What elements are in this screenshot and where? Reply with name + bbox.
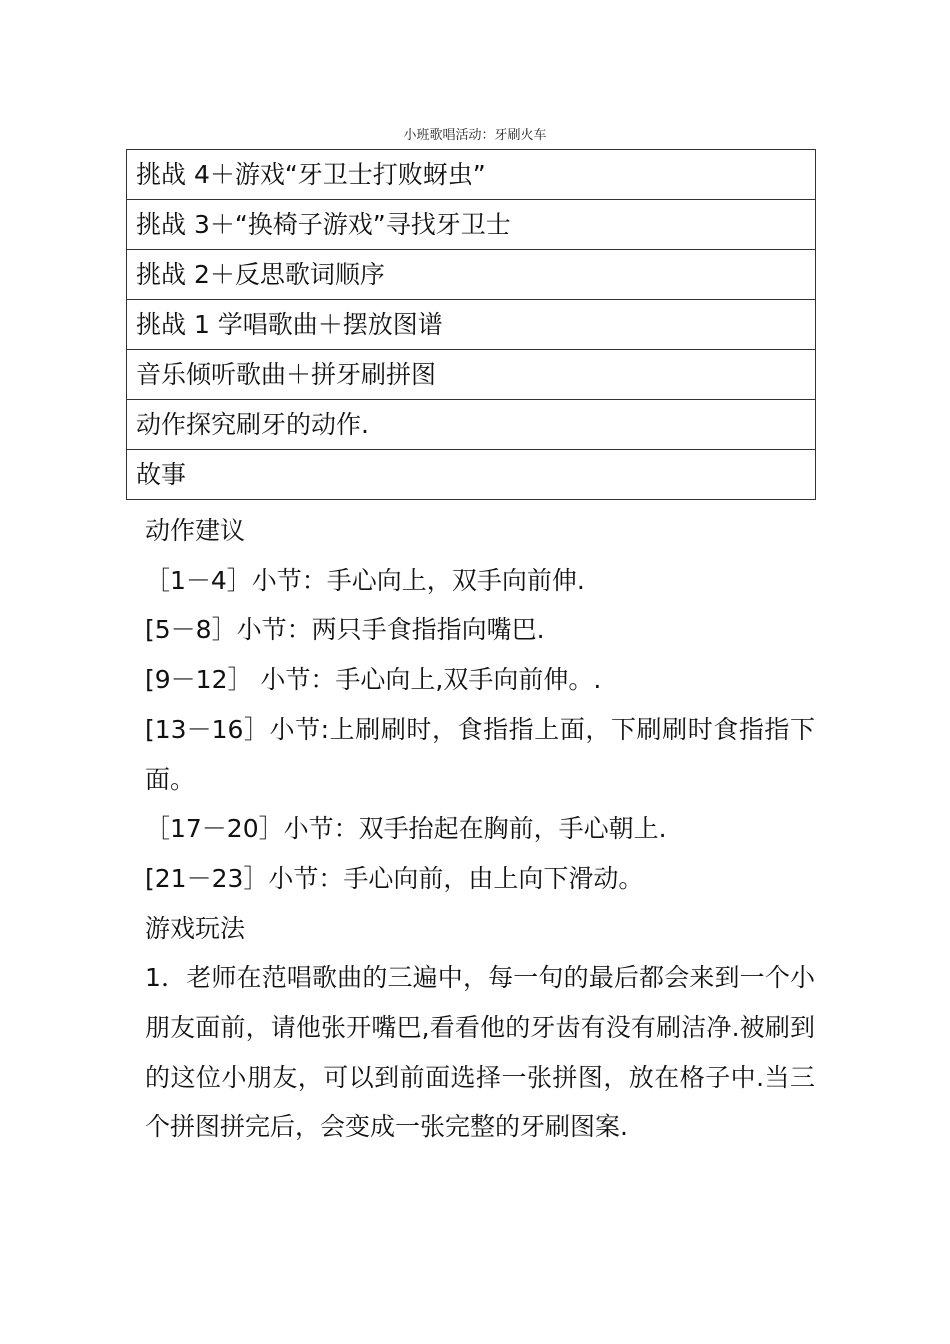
table-cell: 挑战 1 学唱歌曲＋摆放图谱 — [127, 300, 816, 350]
table-cell: 音乐倾听歌曲＋拼牙刷拼图 — [127, 350, 816, 400]
table-row — [127, 200, 816, 250]
activity-steps-table — [126, 149, 816, 500]
table-cell: 动作探究刷牙的动作. — [127, 400, 816, 450]
motion-item: ［17－20］小节：双手抬起在胸前，手心朝上. — [145, 814, 667, 844]
table-row — [127, 150, 816, 200]
table-cell: 挑战 3＋“换椅子游戏”寻找牙卫士 — [127, 200, 816, 250]
table-row — [127, 400, 816, 450]
document-body — [145, 506, 815, 1152]
table-row — [127, 300, 816, 350]
table-row — [127, 250, 816, 300]
motion-item: [13－16］小节:上刷刷时，食指指上面，下刷刷时食指指下面。 — [145, 714, 815, 794]
motion-item: [21－23］小节：手心向前，由上向下滑动。 — [145, 863, 644, 893]
motion-item: [5－8］小节：两只手食指指向嘴巴. — [145, 615, 545, 645]
table-row — [127, 350, 816, 400]
game-rule-paragraph: 1．老师在范唱歌曲的三遍中，每一句的最后都会来到一个小朋友面前，请他张开嘴巴,看看他的牙齿有没有刷洁净.被刷到的这位小朋友，可以到前面选择一张拼图，放在格子中.当三个拼图拼完后，会变成一张完整的牙刷图案. — [145, 963, 815, 1142]
page-header: 小班歌唱活动：牙刷火车 — [403, 128, 547, 143]
game-section-heading: 游戏玩法 — [145, 913, 246, 943]
table-row — [127, 450, 816, 500]
table-cell: 故事 — [127, 450, 816, 500]
table-cell: 挑战 4＋游戏“牙卫士打败蚜虫” — [127, 150, 816, 200]
motion-item: [9－12］ 小节：手心向上,双手向前伸。. — [145, 665, 602, 695]
motion-item: ［1－4］小节：手心向上，双手向前伸. — [145, 565, 585, 595]
motion-section-heading: 动作建议 — [145, 516, 246, 545]
table-cell: 挑战 2＋反思歌词顺序 — [127, 250, 816, 300]
